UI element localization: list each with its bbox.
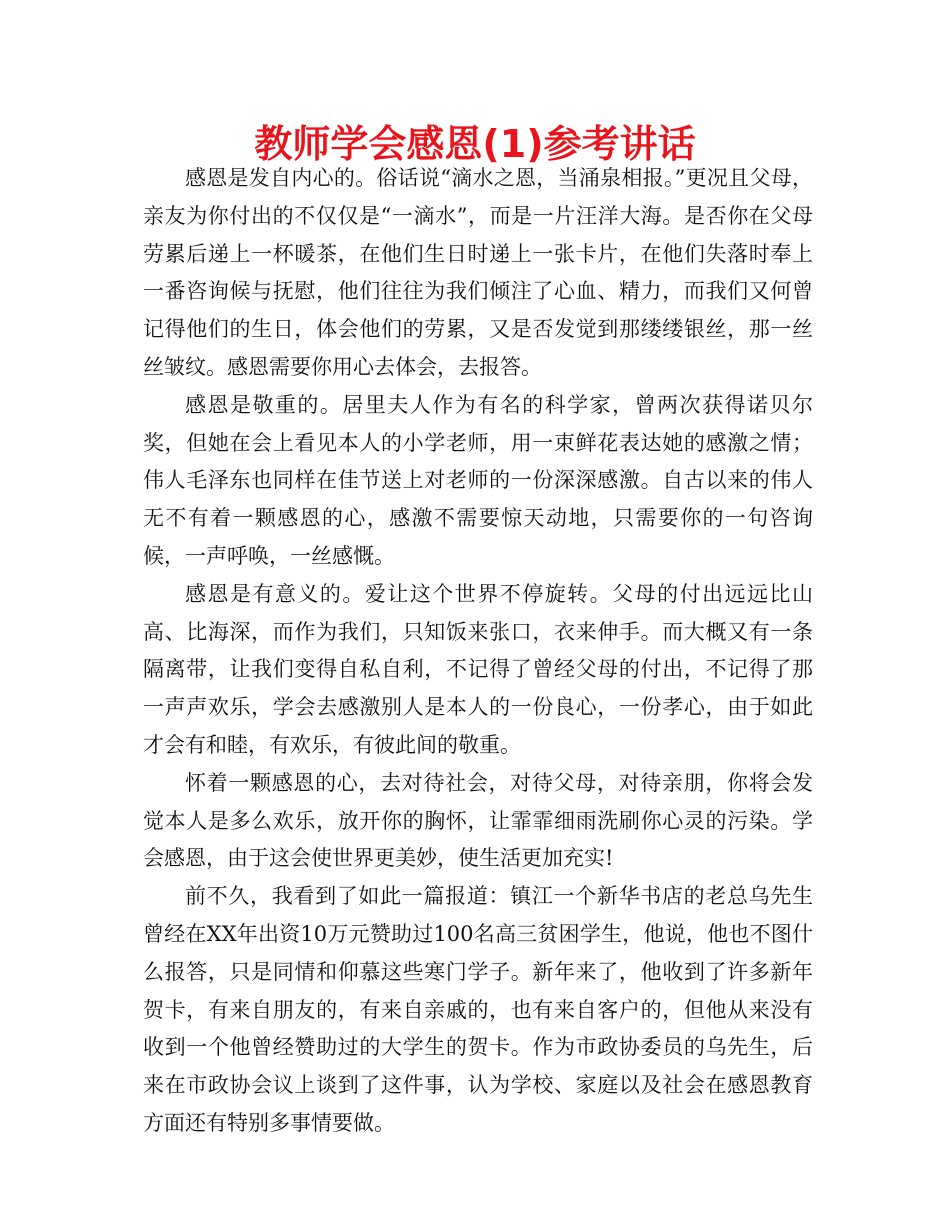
paragraph-4: 怀着一颗感恩的心，去对待社会，对待父母，对待亲朋，你将会发觉本人是多么欢乐，放开你的胸怀，让霏霏细雨洗刷你心灵的污染。学会感恩，由于这会使世界更美妙，使生活更加充实! xyxy=(143,770,813,871)
paragraph-1: 感恩是发自内心的。俗话说“滴水之恩，当涌泉相报。”更况且父母，亲友为你付出的不仅仅是“一滴水”，而是一片汪洋大海。是否你在父母劳累后递上一杯暖茶，在他们生日时递上一张卡片，在他们失落时奉上一番咨询候与抚慰，他们往往为我们倾注了心血、精力，而我们又何曾记得他们的生日，体会他们的劳累，又是否发觉到那缕缕银丝，那一丝丝皱纹。感恩需要你用心去体会，去报答。 xyxy=(143,166,813,379)
document-body xyxy=(143,160,813,1143)
page-title: 教师学会感恩(1)参考讲话 xyxy=(254,122,696,166)
paragraph-3: 感恩是有意义的。爱让这个世界不停旋转。父母的付出远远比山高、比海深，而作为我们，只知饭来张口，衣来伸手。而大概又有一条隔离带，让我们变得自私自利，不记得了曾经父母的付出，不记得了那一声声欢乐，学会去感激别人是本人的一份良心，一份孝心，由于如此才会有和睦，有欢乐，有彼此间的敬重。 xyxy=(143,581,813,757)
paragraph-2: 感恩是敬重的。居里夫人作为有名的科学家，曾两次获得诺贝尔奖，但她在会上看见本人的小学老师，用一束鲜花表达她的感激之情；伟人毛泽东也同样在佳节送上对老师的一份深深感激。自古以来的伟人无不有着一颗感恩的心，感激不需要惊天动地，只需要你的一句咨询候，一声呼唤，一丝感慨。 xyxy=(143,392,813,568)
paragraph-5: 前不久，我看到了如此一篇报道：镇江一个新华书店的老总乌先生曾经在XX年出资10万元赞助过100名高三贫困学生，他说，他也不图什么报答，只是同情和仰慕这些寒门学子。新年来了，他收到了许多新年贺卡，有来自朋友的，有来自亲戚的，也有来自客户的，但他从来没有收到一个他曾经赞助过的大学生的贺卡。作为市政协委员的乌先生，后来在市政协会议上谈到了这件事，认为学校、家庭以及社会在感恩教育方面还有特别多事情要做。 xyxy=(143,884,813,1135)
